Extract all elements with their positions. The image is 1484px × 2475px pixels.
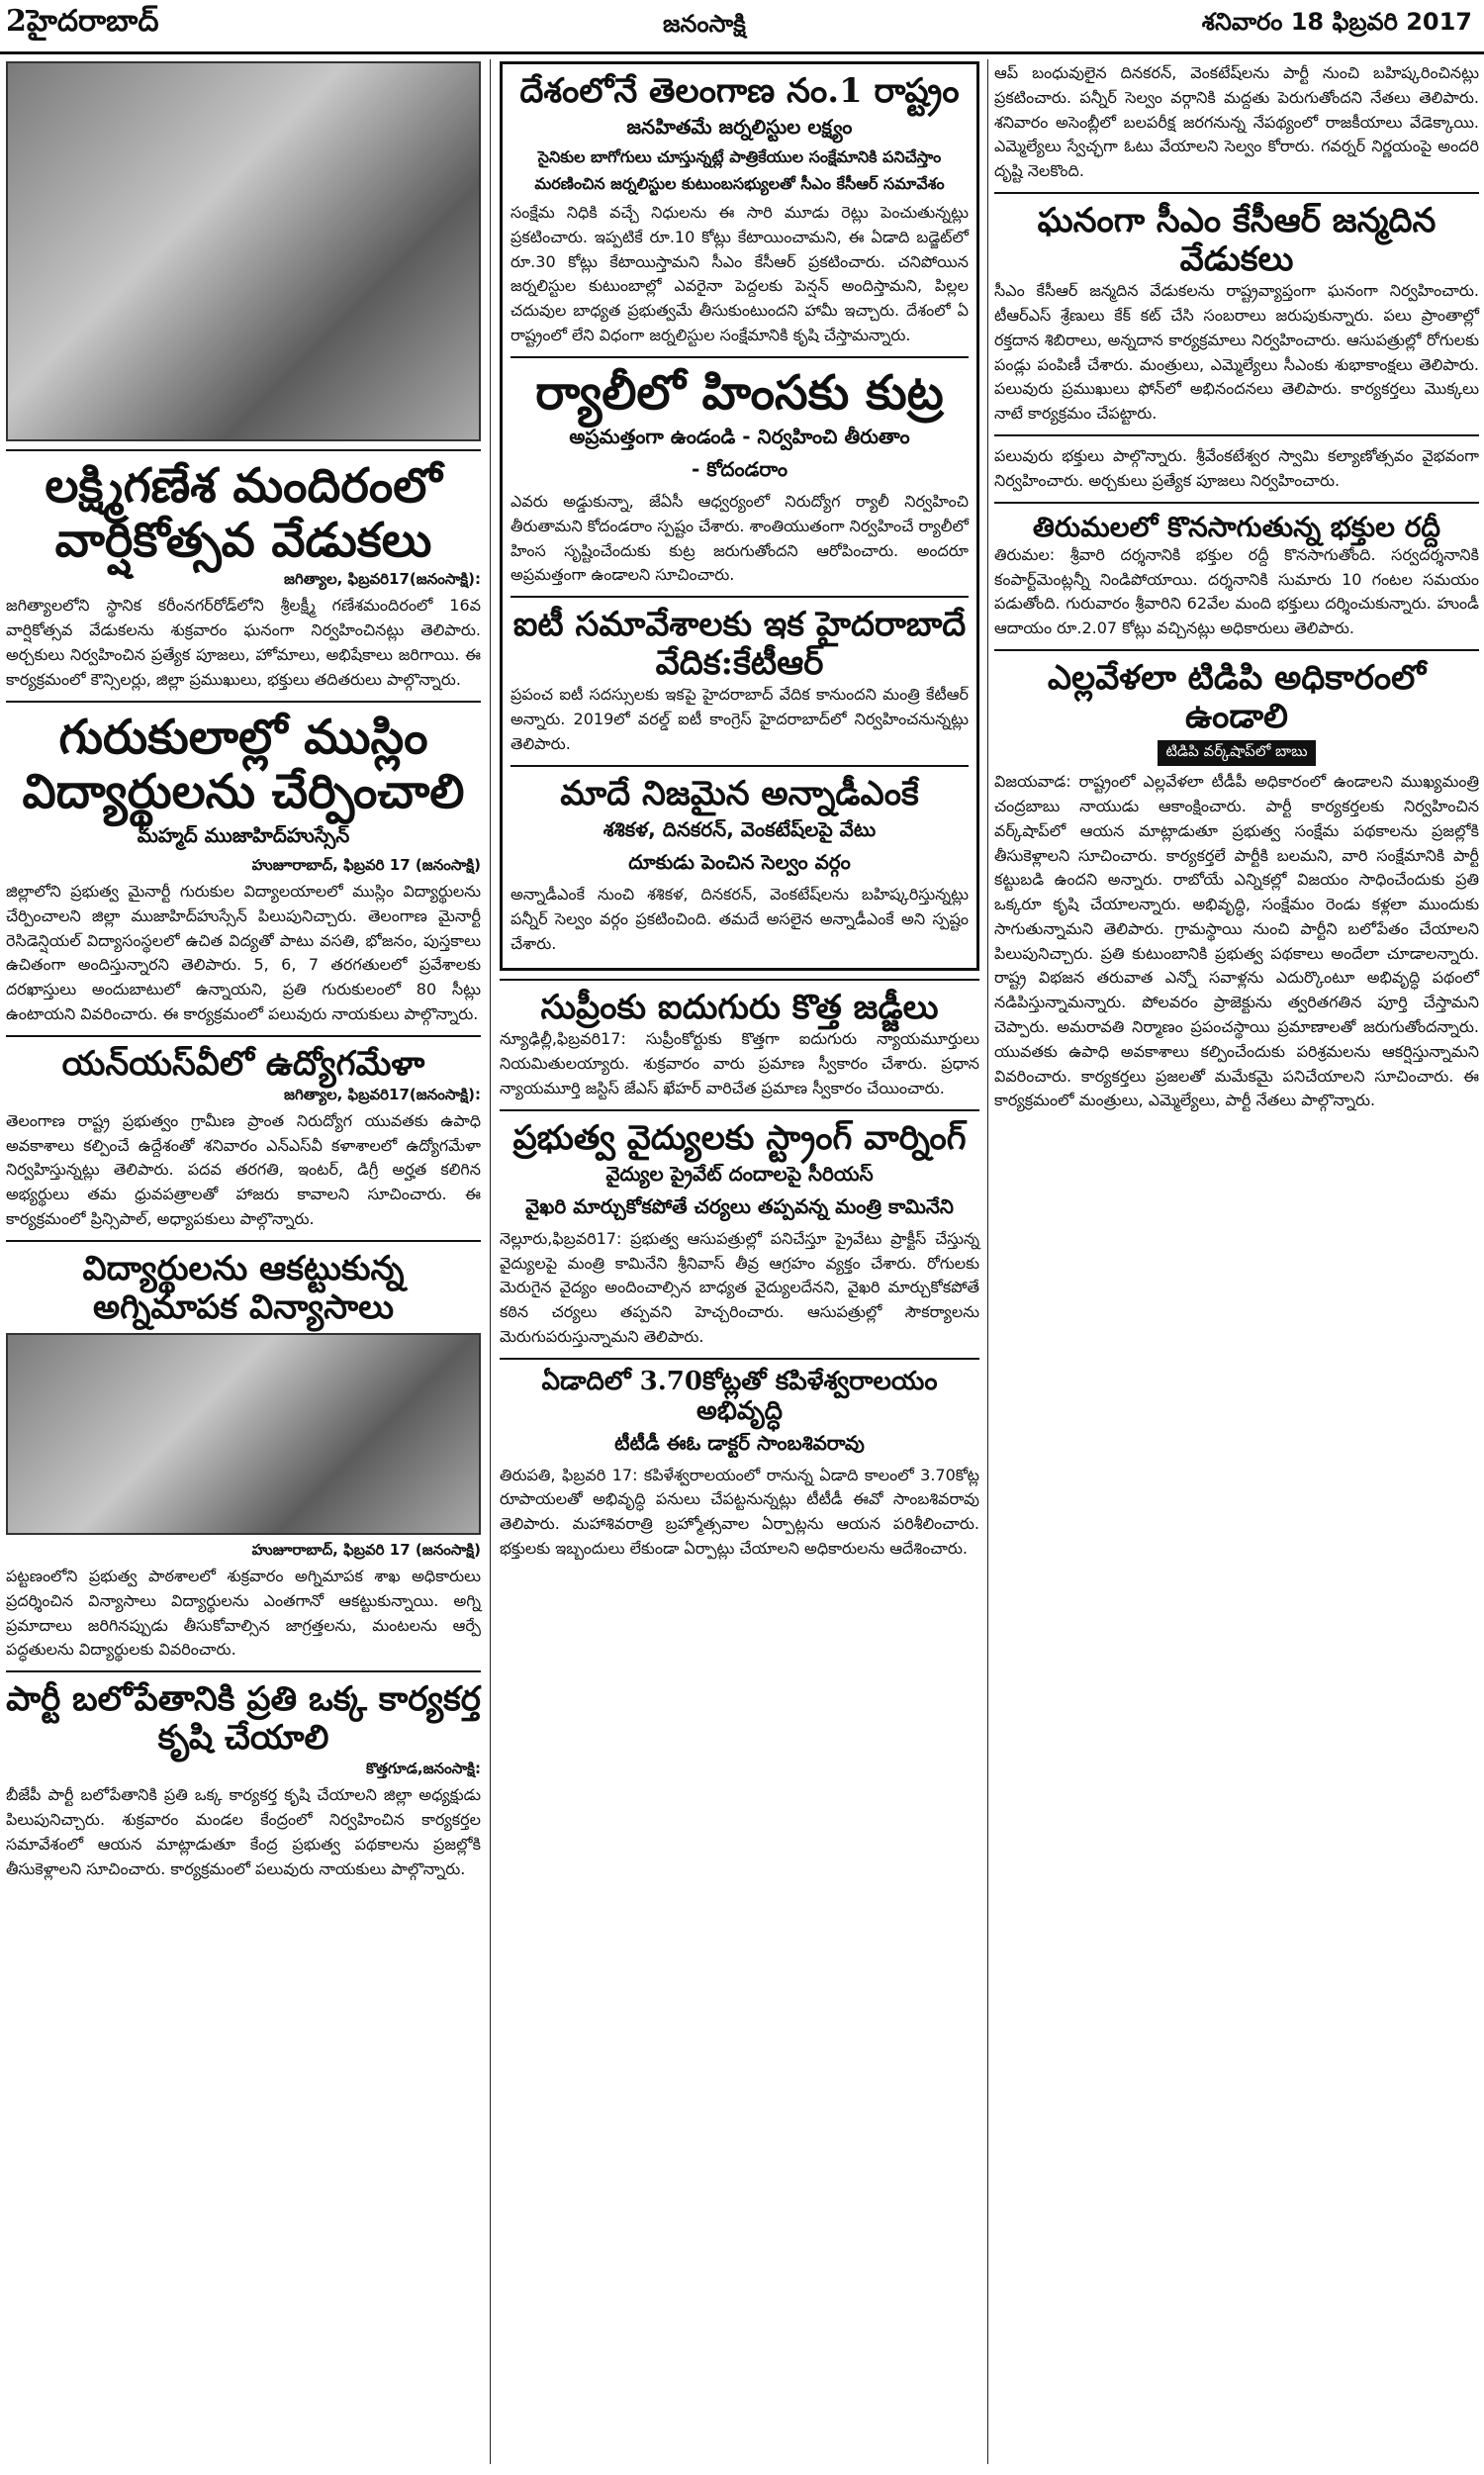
c2-story1-sub3: మరణించిన జర్నలిస్టుల కుటుంబసభ్యులతో సీఎం కేసీఆర్‌ సమావేశం bbox=[534, 174, 945, 194]
c2-story4-sub1: శశికళ, దినకరన్‌, వెంకటేష్‌లపై వేటు bbox=[603, 816, 877, 841]
c2-story4-headline: మాదే నిజమైన అన్నాడీఎంకే bbox=[560, 773, 919, 813]
c2-story7-headline: ఏడాదిలో 3.70కోట్లతో కపిళేశ్వరాలయం అభివృద్ధి bbox=[541, 1366, 938, 1426]
c3-story4-body: తిరుమల: శ్రీవారి దర్శనానికి భక్తుల రద్దీ కొనసాగుతోంది. సర్వదర్శనానికి కంపార్ట్‌మెంట్లన్నీ నిండిపోయాయి. దర్శనానికి సుమారు 10 గంటల సమయం పడుతోంది. గురువారం శ్రీవారిని 62వేల మంది భక్తులు దర్శించుకున్నారు. హుండీ ఆదాయం రూ.2.07 కోట్లు వచ్చినట్లు అధికారులు తెలిపారు. bbox=[994, 544, 1479, 638]
c2-story7-body: తిరుపతి, ఫిబ్రవరి 17: కపిళేశ్వరాలయంలో రానున్న ఏడాది కాలంలో 3.70కోట్ల రూపాయలతో అభివృద్ధి పనులు చేపట్టనున్నట్లు టీటీడీ ఈవో సాంబశివరావు తెలిపారు. మహాశివరాత్రి బ్రహ్మోత్సవాల ఏర్పాట్లను ఆయన పరిశీలించారు. భక్తులకు ఇబ్బందులు లేకుండా ఏర్పాట్లు చేయాలని అధికారులను ఆదేశించారు. bbox=[500, 1465, 979, 1559]
c2-story4-body: అన్నాడీఎంకే నుంచి శశికళ, దినకరన్‌, వెంకటేష్‌లను బహిష్కరిస్తున్నట్లు పన్నీర్‌ సెల్వం వర్గం ప్రకటించింది. తమదే అసలైన అన్నాడీఎంకే అని స్పష్టం చేశారు. bbox=[510, 884, 969, 953]
story5-dateline: కొత్తగూడ,జనంసాక్షి: bbox=[365, 1760, 481, 1778]
story1-body: జగిత్యాలలోని స్థానిక కరీంనగర్‌రోడ్‌లోని శ్రీలక్ష్మీ గణేశమందిరంలో 16వ వార్షికోత్సవ వేడుకలను శుక్రవారం ఘనంగా నిర్వహించినట్లు తెలిపారు. అర్చకులు నిర్వహించిన ప్రత్యేక పూజలు, హోమాలు, అభిషేకాలు జరిగాయి. ఈ కార్యక్రమంలో కౌన్సిలర్లు, జిల్లా ప్రముఖులు, భక్తులు తదితరులు పాల్గొన్నారు. bbox=[6, 596, 481, 689]
story5-body: బీజేపీ పార్టీ బలోపేతానికి ప్రతి ఒక్క కార్యకర్త కృషి చేయాలని జిల్లా అధ్యక్షుడు పిలుపునిచ్చారు. శుక్రవారం మండల కేంద్రంలో నిర్వహించిన కార్యకర్తల సమావేశంలో ఆయన మాట్లాడుతూ కేంద్ర ప్రభుత్వ పథకాలను ప్రజల్లోకి తీసుకెళ్లాలని సూచించారు. కార్యక్రమంలో పలువురు నాయకులు పాల్గొన్నారు. bbox=[6, 1785, 481, 1878]
column-right bbox=[994, 61, 1479, 1117]
column-left bbox=[6, 61, 481, 1886]
c2-story6-body: నెల్లూరు,ఫిబ్రవరి17: ప్రభుత్వ ఆసుపత్రుల్లో పనిచేస్తూ ప్రైవేటు ప్రాక్టీస్‌ చేస్తున్న వైద్యులపై మంత్రి కామినేని శ్రీనివాస్‌ తీవ్ర ఆగ్రహం వ్యక్తం చేశారు. రోగులకు మెరుగైన వైద్యం అందించాల్సిన బాధ్యత వైద్యులదేనని, వైఖరి మార్చుకోకపోతే కఠిన చర్యలు తప్పవని హెచ్చరించారు. ఆసుపత్రుల్లో సౌకర్యాలను మెరుగుపరుస్తున్నామని తెలిపారు. bbox=[500, 1228, 979, 1347]
story1-headline: లక్ష్మిగణేశ మందిరంలో వార్షికోత్సవ వేడుకలు bbox=[45, 458, 442, 569]
story3-headline: యన్‌యస్‌వీలో ఉద్యోగమేళా bbox=[61, 1043, 425, 1084]
c2-story1-headline: దేశంలోనే తెలంగాణ నం.1 రాష్ట్రం bbox=[519, 71, 960, 111]
c3-story2-body: సీఎం కేసీఆర్‌ జన్మదిన వేడుకలను రాష్ట్రవ్యాప్తంగా ఘనంగా నిర్వహించారు. టీఆర్‌ఎస్‌ శ్రేణులు కేక్‌ కట్‌ చేసి సంబరాలు జరుపుకున్నారు. పలు ప్రాంతాల్లో రక్తదాన శిబిరాలు, అన్నదాన కార్యక్రమాలు నిర్వహించారు. ఆసుపత్రుల్లో రోగులకు పండ్లు పంపిణీ చేశారు. మంత్రులు, ఎమ్మెల్యేలు సీఎంకు శుభాకాంక్షలు తెలిపారు. పలువురు ప్రముఖులు ఫోన్‌లో అభినందనలు తెలిపారు. కార్యకర్తలు మొక్కలు నాటే కార్యక్రమం చేపట్టారు. bbox=[994, 281, 1479, 424]
story2-dateline: హుజూరాబాద్‌, ఫిబ్రవరి 17 (జనంసాక్షి) bbox=[251, 855, 481, 874]
story2-body: జిల్లాలోని ప్రభుత్వ మైనార్టీ గురుకుల విద్యాలయాలలో ముస్లిం విద్యార్థులను చేర్పించాలని జిల్లా ముజాహిద్‌హుస్సేన్‌ పిలుపునిచ్చారు. తెలంగాణ మైనార్టీ రెసిడెన్షియల్‌ విద్యాసంస్థలలో ఉచిత విద్యతో పాటు వసతి, భోజనం, పుస్తకాలు ఉచితంగా అందిస్తున్నారని తెలిపారు. 5, 6, 7 తరగతులలో ప్రవేశాలకు దరఖాస్తులు అందుబాటులో ఉన్నాయని, ప్రతి గురుకులంలో 80 సీట్లు ఉంటాయని వివరించారు. ఈ కార్యక్రమంలో పలువురు నాయకులు పాల్గొన్నారు. bbox=[6, 881, 481, 1023]
c2-story6-headline: ప్రభుత్వ వైద్యులకు స్ట్రాంగ్‌ వార్నింగ్‌ bbox=[512, 1117, 967, 1158]
c2-story1-body: సంక్షేమ నిధికి వచ్చే నిధులను ఈ సారి మూడు రెట్లు పెంచుతున్నట్లు ప్రకటించారు. ఇప్పటికే రూ.10 కోట్లు కేటాయించామని, ఈ ఏడాది బడ్జెట్‌లో రూ.30 కోట్లు కేటాయిస్తామని సీఎం కేసీఆర్‌ ప్రకటించారు. చనిపోయిన జర్నలిస్టుల కుటుంబాల్లో ఎవరైనా పెద్దలకు పెన్షన్‌ అందిస్తామని, పిల్లల చదువుల బాధ్యత ప్రభుత్వమే తీసుకుంటుందని హామీ ఇచ్చారు. దేశంలో ఏ రాష్ట్రంలో లేని విధంగా జర్నలిస్టుల సంక్షేమానికి కృషి చేస్తామన్నారు. bbox=[510, 203, 969, 345]
c2-story2-headline: ర్యాలీలో హింసకు కుట్ర bbox=[535, 364, 944, 421]
paper-name: జనంసాక్షి bbox=[663, 10, 746, 38]
c2-story5-body: న్యూఢిల్లీ,ఫిబ్రవరి17: సుప్రీంకోర్టుకు కొత్తగా ఐదుగురు న్యాయమూర్తులు నియమితులయ్యారు. శుక్రవారం వారు ప్రమాణ స్వీకారం చేశారు. ప్రధాన న్యాయమూర్తి జస్టిస్‌ జేఎస్‌ ఖేహర్‌ వారిచేత ప్రమాణ స్వీకారం చేయించారు. bbox=[500, 1029, 979, 1097]
page-label: 2హైదరాబాద్ bbox=[6, 4, 159, 39]
c3-story5-body: విజయవాడ: రాష్ట్రంలో ఎల్లవేళలా టీడీపీ అధికారంలో ఉండాలని ముఖ్యమంత్రి చంద్రబాబు నాయుడు ఆకాంక్షించారు. పార్టీ కార్యకర్తలకు నిర్వహించిన వర్క్‌షాప్‌లో ఆయన మాట్లాడుతూ ప్రభుత్వ సంక్షేమ పథకాలను ప్రజల్లోకి తీసుకెళ్లాలని సూచించారు. కార్యకర్తలే పార్టీకి బలమని, వారి సంక్షేమానికి పార్టీ కట్టుబడి ఉందని అన్నారు. రాబోయే ఎన్నికల్లో విజయం సాధించేందుకు ప్రతి ఒక్కరూ కృషి చేయాలన్నారు. అభివృద్ధి, సంక్షేమం రెండు కళ్లలా ముందుకు సాగుతున్నామని తెలిపారు. గ్రామస్థాయి నుంచి పార్టీని బలోపేతం చేయాలని పిలుపునిచ్చారు. ప్రతి కుటుంబానికి ప్రభుత్వ పథకాలు అందేలా చూడాలన్నారు. రాష్ట్ర విభజన తరువాత ఎన్నో సవాళ్లను ఎదుర్కొంటూ అభివృద్ధి పథంలో నడిపిస్తున్నామన్నారు. పోలవరం ప్రాజెక్టును త్వరితగతిన పూర్తి చేస్తామని చెప్పారు. అమరావతి నిర్మాణం ప్రపంచస్థాయి ప్రమాణాలతో జరుగుతోందన్నారు. యువతకు ఉపాధి అవకాశాలు కల్పించేందుకు పరిశ్రమలను ఆకర్షిస్తున్నామని వివరించారు. కార్యకర్తలు ప్రజలతో మమేకమై పనిచేయాలని సూచించారు. ఈ కార్యక్రమంలో మంత్రులు, ఎమ్మెల్యేలు, పార్టీ నేతలు పాల్గొన్నారు. bbox=[994, 772, 1479, 1110]
c2-story4-sub2: దూకుడు పెంచిన సెల్వం వర్గం bbox=[628, 849, 851, 874]
story1-dateline: జగిత్యాల, ఫిబ్రవరి17(జనంసాక్షి): bbox=[284, 570, 481, 589]
story3-body: తెలంగాణ రాష్ట్ర ప్రభుత్వం గ్రామీణ ప్రాంత నిరుద్యోగ యువతకు ఉపాధి అవకాశాలు కల్పించే ఉద్దేశంతో శనివారం ఎన్‌ఎస్‌వీ కళాశాలలో ఉద్యోగమేళా నిర్వహిస్తున్నట్లు తెలిపారు. పదవ తరగతి, ఇంటర్‌, డిగ్రీ అర్హత కలిగిన అభ్యర్థులు తమ ధ్రువపత్రాలతో హాజరు కావాలని సూచించారు. ఈ కార్యక్రమంలో ప్రిన్సిపాల్‌, అధ్యాపకులు పాల్గొన్నారు. bbox=[6, 1110, 481, 1228]
c2-story1-sub2: సైనికుల బాగోగులు చూస్తున్నట్లే పాత్రికేయుల సంక్షేమానికి పనిచేస్తాం bbox=[537, 147, 942, 167]
c2-story2-sub1: అప్రమత్తంగా ఉండండి - నిర్వహించి తీరుతాం bbox=[569, 425, 910, 449]
c2-story2-body: ఎవరు అడ్డుకున్నా, జేఏసీ ఆధ్వర్యంలో నిరుద్యోగ ర్యాలీ నిర్వహించి తీరుతామని కోదండరాం స్పష్టం చేశారు. శాంతియుతంగా నిర్వహించే ర్యాలీలో హింస సృష్టించేందుకు కుట్ర జరుగుతోందని ఆరోపించారు. అందరూ అప్రమత్తంగా ఉండాలని సూచించారు. bbox=[510, 492, 969, 585]
story5-headline: పార్టీ బలోపేతానికి ప్రతి ఒక్క కార్యకర్త కృషి చేయాలి bbox=[6, 1679, 481, 1759]
story2-byline: మహ్మద్‌ ముజాహిద్‌హుస్సేన్‌ bbox=[137, 822, 350, 847]
column-divider bbox=[987, 59, 988, 2464]
column-middle bbox=[500, 61, 979, 1566]
story4-headline: విద్యార్థులను ఆకట్టుకున్న అగ్నిమాపక విన్యాసాలు bbox=[82, 1248, 405, 1327]
c3-story4-headline: తిరుమలలో కొనసాగుతున్న భక్తుల రద్దీ bbox=[1032, 510, 1441, 543]
c3-story1-body: ఆప్‌ బంధువులైన దినకరన్‌, వెంకటేష్‌లను పార్టీ నుంచి బహిష్కరించినట్లు ప్రకటించారు. పన్నీర్‌ సెల్వం వర్గానికి మద్దతు పెరుగుతోందని నేతలు తెలిపారు. శనివారం అసెంబ్లీలో బలపరీక్ష జరగనున్న నేపథ్యంలో రాజకీయాలు వేడెక్కాయి. ఎమ్మెల్యేలు స్వేచ్ఛగా ఓటు వేయాలని సెల్వం కోరారు. గవర్నర్‌ నిర్ణయంపై అందరి దృష్టి నెలకొంది. bbox=[994, 63, 1479, 181]
temple-photo bbox=[6, 61, 481, 441]
c2-story2-sub2: - కోదండరాం bbox=[691, 457, 788, 482]
c2-story3-headline: ఐటీ సమావేశాలకు ఇక హైదరాబాదే వేదిక:కేటీఆర్‌ bbox=[512, 605, 967, 684]
date-line: శనివారం 18 ఫిబ్రవరి 2017 bbox=[1201, 8, 1472, 36]
c2-story3-body: ప్రపంచ ఐటీ సదస్సులకు ఇకపై హైదరాబాద్‌ వేదిక కానుందని మంత్రి కేటీఆర్‌ అన్నారు. 2019లో వరల్డ్‌ ఐటీ కాంగ్రెస్‌ హైదరాబాద్‌లో నిర్వహించనున్నట్లు తెలిపారు. bbox=[510, 685, 969, 754]
firefighting-photo bbox=[6, 1333, 481, 1535]
c2-story6-sub1: వైద్యుల ప్రైవేట్‌ దందాలపై సీరియస్‌ bbox=[605, 1161, 874, 1186]
c3-story2-headline: ఘనంగా సీఎం కేసీఆర్‌ జన్మదిన వేడుకలు bbox=[1037, 200, 1437, 280]
column-divider bbox=[490, 59, 491, 2464]
masthead bbox=[0, 0, 1484, 54]
story4-dateline: హుజూరాబాద్‌, ఫిబ్రవరి 17 (జనంసాక్షి) bbox=[251, 1540, 481, 1559]
c2-story5-headline: సుప్రీంకు ఐదుగురు కొత్త జడ్జీలు bbox=[540, 988, 939, 1028]
story4-body: పట్టణంలోని ప్రభుత్వ పాఠశాలలో శుక్రవారం అగ్నిమాపక శాఖ అధికారులు ప్రదర్శించిన విన్యాసాలు విద్యార్థులను ఎంతగానో ఆకట్టుకున్నాయి. అగ్ని ప్రమాదాలు జరిగినప్పుడు తీసుకోవాల్సిన జాగ్రత్తలను, మంటలను ఆర్పే పద్ధతులను విద్యార్థులకు వివరించారు. bbox=[6, 1566, 481, 1660]
story3-dateline: జగిత్యాల, ఫిబ్రవరి17(జనంసాక్షి): bbox=[284, 1085, 481, 1103]
c2-story7-sub1: టీటీడీ ఈఓ డాక్టర్‌ సాంబశివరావు bbox=[614, 1430, 865, 1455]
story1-box bbox=[500, 61, 979, 971]
c3-story3-body: పలువురు భక్తులు పాల్గొన్నారు. శ్రీవేంకటేశ్వర స్వామి కల్యాణోత్సవం వైభవంగా నిర్వహించారు. అర్చకులు ప్రత్యేక పూజలు నిర్వహించారు. bbox=[994, 445, 1479, 490]
c3-story5-headline: ఎల్లవేళలా టిడిపి అధికారంలో ఉండాలి bbox=[1047, 657, 1427, 737]
c3-story5-tag: టిడిపి వర్క్‌షాప్‌లో బాబు bbox=[1158, 740, 1315, 766]
c2-story6-sub2: వైఖరి మార్చుకోకపోతే చర్యలు తప్పవన్న మంత్రి కామినేని bbox=[525, 1193, 954, 1218]
story2-headline: గురుకులాల్లో ముస్లిం విద్యార్థులను చేర్పించాలి bbox=[22, 709, 465, 819]
c2-story1-sub1: జనహితమే జర్నలిస్టుల లక్ష్యం bbox=[626, 115, 853, 140]
